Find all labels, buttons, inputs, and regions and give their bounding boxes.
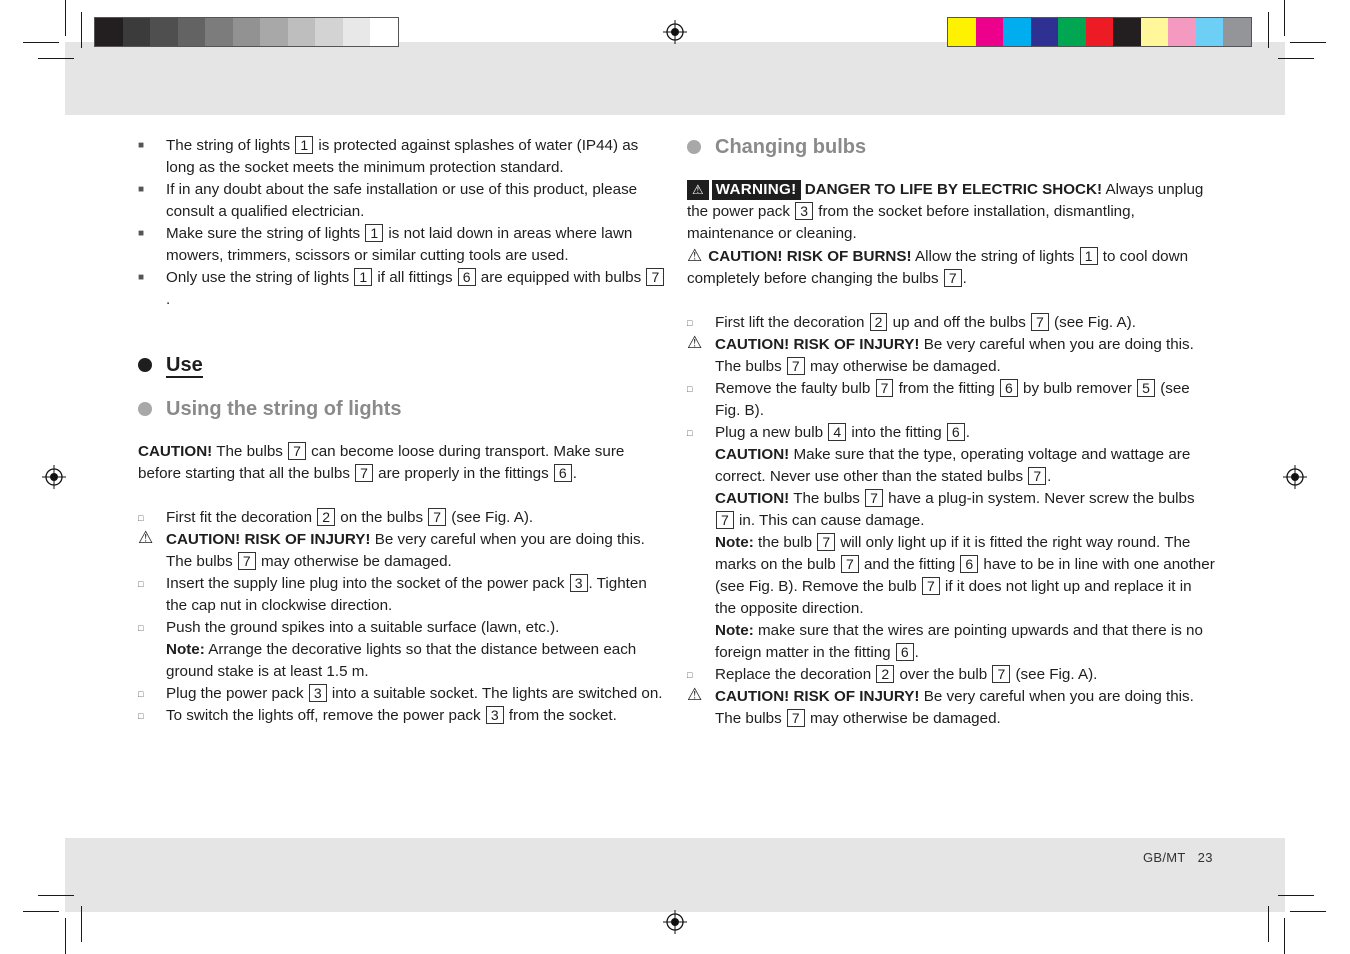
crop-mark (23, 911, 59, 912)
color-swatch (123, 18, 151, 46)
bullet-text: Only use the string of lights (166, 269, 354, 286)
note-text: have to be in line with one another (see Fig. B). Remove the bulb (715, 556, 1215, 595)
step-item (687, 312, 1215, 334)
step-text: . (965, 424, 970, 441)
color-swatch (233, 18, 261, 46)
color-swatch (1168, 18, 1196, 46)
color-swatch (343, 18, 371, 46)
step-text: (see Fig. A). (1011, 666, 1098, 683)
color-swatch (95, 18, 123, 46)
warning-text: may otherwise be damaged. (256, 553, 452, 570)
color-swatch (178, 18, 206, 46)
caution-text: The bulbs (789, 490, 865, 507)
registration-mark-icon (663, 910, 687, 934)
registration-mark-icon (42, 465, 66, 489)
step-item (138, 683, 666, 705)
warning-label: CAUTION! RISK OF INJURY! (715, 336, 920, 353)
step-item (138, 617, 666, 683)
crop-mark (65, 0, 66, 36)
square-bullet-icon: ■ (138, 272, 145, 283)
color-swatch (1031, 18, 1059, 46)
bullet-text: The string of lights (166, 137, 295, 154)
header-band (65, 42, 1285, 115)
part-number: 1 (354, 268, 372, 286)
note-text: . (914, 644, 919, 661)
step-item (687, 422, 1215, 664)
bullet-text: are equipped with bulbs (476, 269, 646, 286)
step-text: Remove the faulty bulb (715, 380, 875, 397)
warning-text: Be very careful when you are doing this. The bulbs (715, 688, 1194, 727)
part-number: 3 (795, 202, 813, 220)
color-swatch (948, 18, 976, 46)
note-text: and the fitting (859, 556, 960, 573)
step-text: from the socket. (504, 707, 617, 724)
footer-region: GB/MT (1143, 850, 1186, 865)
grayscale-color-bar (94, 17, 399, 47)
step-item (138, 573, 666, 617)
caution-label: CAUTION! (715, 490, 790, 507)
warning-triangle-icon: ⚠ (687, 246, 703, 265)
color-swatch (1141, 18, 1169, 46)
checkbox-square-icon: □ (687, 428, 693, 438)
step-text: . Tighten the cap nut in clockwise direction. (166, 575, 647, 614)
crop-mark (65, 918, 66, 954)
crop-mark (1278, 895, 1314, 896)
bullet-item (138, 267, 666, 311)
part-number: 6 (458, 268, 476, 286)
checkbox-square-icon: □ (687, 384, 693, 394)
caution-label: CAUTION! (138, 443, 213, 460)
part-number: 7 (1028, 467, 1046, 485)
subsection-heading-using (138, 395, 666, 423)
bullet-dot-icon (138, 358, 152, 372)
warning-text: to cool down completely before changing the bulbs (687, 248, 1189, 287)
bullet-item (138, 223, 666, 267)
step-text: First lift the decoration (715, 314, 869, 331)
part-number: 7 (787, 709, 805, 727)
caution-text: Make sure that the type, operating voltage and wattage are correct. Never use other than the stated bulbs (715, 446, 1191, 485)
heading-text: Changing bulbs (715, 136, 867, 158)
checkbox-square-icon: □ (687, 670, 693, 680)
color-swatch (1003, 18, 1031, 46)
crop-mark (1284, 918, 1285, 954)
section-heading-changing-bulbs (687, 133, 1215, 161)
note-text: the bulb (753, 534, 817, 551)
color-swatch (1058, 18, 1086, 46)
part-number: 4 (828, 423, 846, 441)
caution-text: The bulbs (212, 443, 288, 460)
part-number: 7 (646, 268, 664, 286)
step-text: on the bulbs (336, 509, 428, 526)
color-swatch (315, 18, 343, 46)
step-text: (see Fig. B). (715, 380, 1190, 419)
checkbox-square-icon: □ (687, 318, 693, 328)
part-number: 7 (716, 511, 734, 529)
caution-note (715, 488, 1215, 532)
color-swatch (976, 18, 1004, 46)
step-text: from the fitting (894, 380, 1000, 397)
color-swatch (1086, 18, 1114, 46)
warning-text: Be very careful when you are doing this. The bulbs (715, 336, 1194, 375)
caution-text: are properly in the fittings (373, 465, 553, 482)
note (166, 639, 666, 683)
checkbox-square-icon: □ (138, 513, 144, 523)
part-number: 7 (944, 269, 962, 287)
warning-label: CAUTION! RISK OF INJURY! (715, 688, 920, 705)
checkbox-square-icon: □ (138, 711, 144, 721)
step-text: Replace the decoration (715, 666, 876, 683)
crop-mark (81, 906, 82, 942)
part-number: 7 (355, 464, 373, 482)
step-text: To switch the lights off, remove the power pack (166, 707, 485, 724)
caution-text: . (1047, 468, 1052, 485)
part-number: 1 (295, 136, 313, 154)
caution-text: . (572, 465, 577, 482)
part-number: 6 (896, 643, 914, 661)
part-number: 7 (841, 555, 859, 573)
part-number: 1 (365, 224, 383, 242)
step-text: Plug the power pack (166, 685, 308, 702)
part-number: 2 (870, 313, 888, 331)
part-number: 7 (288, 442, 306, 460)
part-number: 7 (1031, 313, 1049, 331)
note-text: Arrange the decorative lights so that the distance between each ground stake is at least 1.5 m. (166, 641, 637, 680)
note-text: make sure that the wires are pointing upwards and that there is no foreign matter in the fitting (715, 622, 1203, 661)
square-bullet-icon: ■ (138, 140, 145, 151)
step-item (687, 664, 1215, 686)
step-text: (see Fig. A). (447, 509, 534, 526)
color-swatch (288, 18, 316, 46)
danger-text: Always unplug the power pack (687, 181, 1204, 220)
warning-item (687, 245, 1215, 290)
part-number: 7 (817, 533, 835, 551)
part-number: 1 (1080, 247, 1098, 265)
caution-text: can become loose during transport. Make sure before starting that all the bulbs (138, 443, 625, 482)
note-text: will only light up if it is fitted the right way round. The marks on the bulb (715, 534, 1191, 573)
color-swatch (260, 18, 288, 46)
section-heading-use (138, 351, 666, 379)
part-number: 6 (554, 464, 572, 482)
part-number: 5 (1137, 379, 1155, 397)
warning-item (138, 529, 666, 573)
checkbox-square-icon: □ (138, 689, 144, 699)
bullet-text: If in any doubt about the safe installation or use of this product, please consult a qualified electrician. (166, 181, 638, 220)
color-swatch (1196, 18, 1224, 46)
caution-text: have a plug-in system. Never screw the bulbs (883, 490, 1195, 507)
color-swatch (1113, 18, 1141, 46)
caution-text: in. This can cause damage. (734, 512, 925, 529)
step-text: (see Fig. A). (1049, 314, 1136, 331)
bullet-dot-icon (138, 402, 152, 416)
page-footer (1143, 850, 1213, 865)
part-number: 7 (428, 508, 446, 526)
danger-text: from the socket before installation, dismantling, maintenance or cleaning. (687, 203, 1135, 242)
bullet-text: Make sure the string of lights (166, 225, 365, 242)
step-text: over the bulb (895, 666, 992, 683)
heading-text: Using the string of lights (166, 398, 402, 420)
step-text: into a suitable socket. The lights are switched on. (327, 685, 663, 702)
left-column (138, 135, 666, 727)
step-item (687, 378, 1215, 422)
caution-paragraph (138, 441, 666, 485)
part-number: 3 (570, 574, 588, 592)
warning-triangle-icon: ⚠ (687, 685, 703, 704)
warning-text: Be very careful when you are doing this. The bulbs (166, 531, 645, 570)
warning-label: CAUTION! RISK OF INJURY! (166, 531, 371, 548)
color-swatch (370, 18, 398, 46)
note (715, 620, 1215, 664)
note-label: Note: (166, 641, 205, 658)
part-number: 7 (238, 552, 256, 570)
warning-text: may otherwise be damaged. (805, 358, 1001, 375)
footer-band (65, 838, 1285, 912)
part-number: 7 (922, 577, 940, 595)
crop-mark (1278, 58, 1314, 59)
warning-item (687, 686, 1215, 730)
part-number: 3 (486, 706, 504, 724)
warning-text: . (962, 270, 967, 287)
step-text: into the fitting (847, 424, 946, 441)
note (715, 532, 1215, 620)
step-text: First fit the decoration (166, 509, 317, 526)
square-bullet-icon: ■ (138, 184, 145, 195)
caution-note (715, 444, 1215, 488)
part-number: 3 (309, 684, 327, 702)
bullet-text: if all fittings (373, 269, 457, 286)
warning-text: Allow the string of lights (911, 248, 1079, 265)
registration-mark-icon (663, 20, 687, 44)
crop-mark (38, 58, 74, 59)
warning-text: may otherwise be damaged. (805, 710, 1001, 727)
warning-triangle-icon: ⚠ (138, 528, 154, 547)
crop-mark (1268, 906, 1269, 942)
crop-mark (23, 42, 59, 43)
note-text: if it does not light up and replace it in the opposite direction. (715, 578, 1192, 617)
part-number: 6 (947, 423, 965, 441)
warning-item (687, 334, 1215, 378)
bullet-text: is protected against splashes of water (IP44) as long as the socket meets the minimum protection standard. (166, 137, 639, 176)
part-number: 2 (317, 508, 335, 526)
bullet-item (138, 135, 666, 179)
step-text: up and off the bulbs (888, 314, 1031, 331)
square-bullet-icon: ■ (138, 228, 145, 239)
crop-mark (38, 895, 74, 896)
caution-label: CAUTION! (715, 446, 790, 463)
crop-mark (1290, 911, 1326, 912)
color-swatch (1223, 18, 1251, 46)
color-swatch (150, 18, 178, 46)
step-text: Plug a new bulb (715, 424, 828, 441)
part-number: 7 (865, 489, 883, 507)
page-number: 23 (1197, 850, 1213, 865)
part-number: 2 (876, 665, 894, 683)
step-text: Push the ground spikes into a suitable surface (lawn, etc.). (166, 619, 560, 636)
note-label: Note: (715, 622, 754, 639)
warning-triangle-icon: ⚠ (687, 333, 703, 352)
crop-mark (1290, 42, 1326, 43)
crop-mark (1268, 12, 1269, 48)
crop-mark (1284, 0, 1285, 36)
part-number: 7 (876, 379, 894, 397)
danger-paragraph (687, 179, 1215, 245)
bullet-text: . (166, 291, 171, 308)
note-label: Note: (715, 534, 754, 551)
part-number: 7 (992, 665, 1010, 683)
step-text: by bulb remover (1018, 380, 1137, 397)
crop-mark (81, 12, 82, 48)
registration-mark-icon (1283, 465, 1307, 489)
part-number: 6 (960, 555, 978, 573)
heading-text: Use (166, 354, 203, 376)
checkbox-square-icon: □ (138, 623, 144, 633)
bullet-item (138, 179, 666, 223)
warning-triangle-icon: ⚠ (687, 180, 709, 200)
warning-badge: WARNING! (712, 180, 801, 200)
part-number: 7 (787, 357, 805, 375)
bullet-text: is not laid down in areas where lawn mowers, trimmers, scissors or similar cutting tools are used. (166, 225, 633, 264)
warning-label: CAUTION! RISK OF BURNS! (708, 248, 912, 265)
checkbox-square-icon: □ (138, 579, 144, 589)
process-color-bar (947, 17, 1252, 47)
danger-label: DANGER TO LIFE BY ELECTRIC SHOCK! (804, 181, 1103, 198)
step-item (138, 507, 666, 529)
color-swatch (205, 18, 233, 46)
right-column (687, 133, 1215, 730)
part-number: 6 (1000, 379, 1018, 397)
step-text: Insert the supply line plug into the socket of the power pack (166, 575, 569, 592)
bullet-dot-icon (687, 140, 701, 154)
step-item (138, 705, 666, 727)
